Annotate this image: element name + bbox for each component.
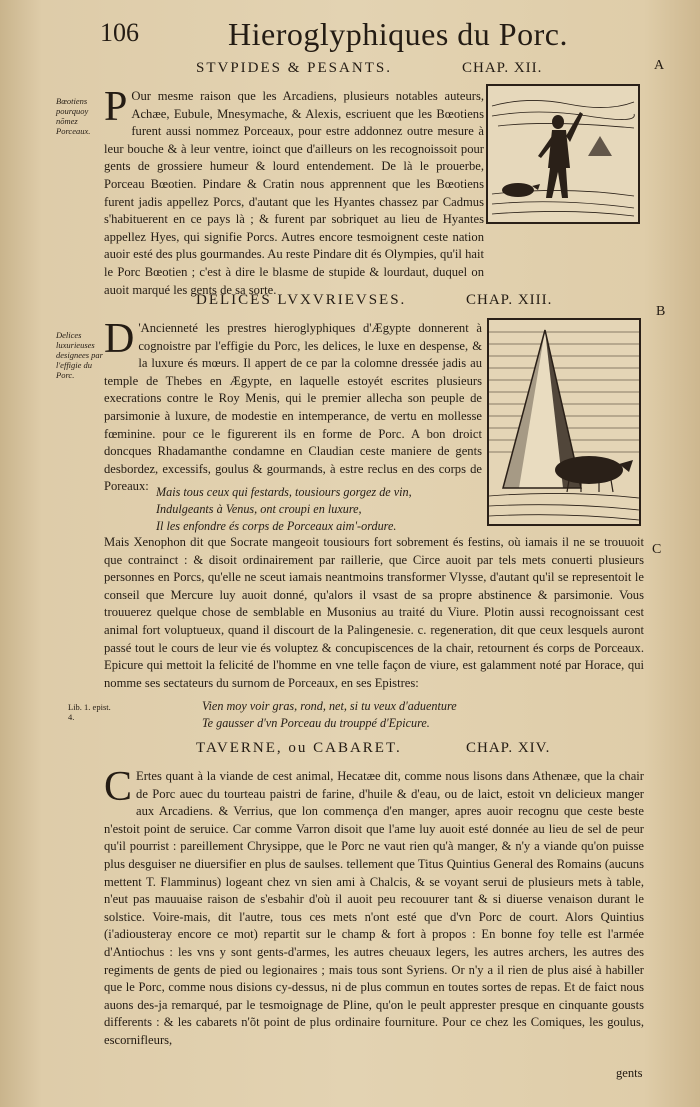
dropcap-d: D [104, 316, 135, 362]
margin-note-bœotiens: Bœotiens pourquoy nõmez Porceaux. [56, 96, 91, 136]
horace-verse [202, 698, 457, 732]
chapter-12-text [104, 84, 484, 299]
verse-line: Vien moy voir gras, rond, net, si tu veux d'aduenture [202, 699, 457, 713]
woodcut-man-with-pig [486, 84, 640, 224]
chapter-14-text [104, 764, 644, 1050]
woodcut-pyramid-with-pig [487, 318, 641, 526]
margin-letter-a: A [654, 58, 665, 73]
chapter-13-paragraph: 'Ancienneté les prestres hieroglyphiques d'Ægypte donnerent à cognoistre par l'effigie du Porc, les delices, le luxe en despense, & la luxure és mœurs. Il appert de ce par la colomne dressée jadis au temple de Thebes en Ægypte, en laquelle estoyét escrites plusieurs execrations contre le Roy Menis, qui le premier allecha son peuple de parsimonie à luxure, de modestie en intemperance, de vertu en mollesse fœminine. pour ce le figurerent ils en forme de Porc. A bon droict doncques Rhadamanthe condamne en Claudian ceste maniere de gents desbordez, excessifs, goulus & gourmands, à estre reclus en des corps de Poreaux: [104, 321, 482, 494]
chapter-13-text [104, 316, 482, 496]
dropcap-c: C [104, 764, 133, 810]
catchword: gents [616, 1066, 643, 1080]
chapter-13-number: CHAP. XIII. [466, 292, 553, 308]
chapter-12-number: CHAP. XII. [462, 60, 543, 76]
dropcap-p: P [104, 84, 128, 130]
chapter-13-continuation: Mais Xenophon dit que Socrate mangeoit tousiours fort sobrement és festins, où iamais il ne se trouuoit que contrainct : & disoit ordinairement par raillerie, que Circe auoit par tels mets conuerti plusieurs personnes en Porcs, qu'elle ne sceut iamais neantmoins transformer Vlysse, d'autant qu'il se representoit le conseil que Mercure luy auoit donné, qu'alors il vsast de sa propre abstinence & parsimonie. Vous trouuerez quelque chose de semblable en Musonius au traité du Viure. Plotin aussi recognoissant cest animal fort voluptueux, quand il discourt de la Palingenesie. c. regeneration, dit que ceux lesquels auront passé tout le cours de leur vie és voluptez & concupiscences de la chair, retournent és corps de Porceaux. Epicure qui mettoit la felicité de l'homme en vne telle façon de viure, est galamment noté par Horace, qui nomme ses sectateurs du surnom de Porceaux, en ses Epistres: [104, 535, 644, 690]
chapter-13-title: DELICES LVXVRIEVSES. [196, 292, 407, 308]
chapter-14-number: CHAP. XIV. [466, 740, 551, 756]
verse-line: Mais tous ceux qui festards, tousiours gorgez de vin, [156, 485, 412, 499]
chapter-12-paragraph: Our mesme raison que les Arcadiens, plusieurs notables auteurs, Achæe, Eubule, Mnesymache, & Alexis, escriuent que les Bœotiens furent aussi nommez Porceaux, pour estre addonnez outre mesure à leur bouche & à leur ventre, ioinct que d'ailleurs on les recognoissoit pour gents de grossiere humeur & lourd entendement. De là le prouerbe, Porceau Bœotien. Pindare & Cratin nous apprennent que les Bœotiens furent jadis appellez Porcs, d'autant que les Hyantes chassez par Cadmus s'habituerent en ce pays là ; & furent par sobriquet au lieu de Hyantes appellez Hyes, qui signifie Porcs. Autres encore tesmoignent ceste nation auoir esté des plus gourmandes. Au reste Pindare dit és Olympies, qu'il hait le Porc Bœotien ; c'est à dire le blasme de stupide & lourdaut, duquel on auoit marqué les gents de sa sorte. [104, 89, 484, 297]
margin-letter-b: B [656, 304, 666, 319]
verse-line: Il les enfondre és corps de Porceaux aim'-ordure. [156, 519, 397, 533]
margin-note-reference: Lib. 1. epist. 4. [68, 702, 111, 722]
margin-note-delices: Delices luxurieuses designees par l'effigie du Porc. [56, 330, 103, 380]
claudian-verse [156, 484, 412, 535]
running-head: Hieroglyphiques du Porc. [228, 16, 568, 52]
page-number: 106 [100, 18, 139, 47]
verse-line: Indulgeants à Venus, ont croupi en luxure, [156, 502, 362, 516]
chapter-12-title: STVPIDES & PESANTS. [196, 60, 392, 76]
chapter-14-title: TAVERNE, ou CABARET. [196, 740, 402, 756]
verse-line: Te gausser d'vn Porceau du trouppé d'Epicure. [202, 716, 430, 730]
margin-letter-c: C [652, 542, 662, 557]
chapter-14-paragraph: Ertes quant à la viande de cest animal, Hecatæe dit, comme nous lisons dans Athenæe, que la chair de Porc auec du tourteau paistri de farine, d'huile & d'eau, ou de laict, estoit vn delicieux manger aux Arcadiens. & Verrius, que lon commença d'en manger, apres auoir recognu que ceste beste n'estoit point de seruice. Car comme Varron disoit que l'ame luy auoit esté donnée au lieu de sel de peur qu'il pourrist : pareillement Chrysippe, que le Porc ne vaut rien qu'à manger, & n'y a viande qu'on puisse plus desguiser ne diuersifier en plus de saulses. tellement que Titus Quintius General des Romains (aucuns mettent T. Flamminus) logeant chez vn sien ami à Chalcis, & se voyant serui de plusieurs mets à table, n'eut pas mauuaise raison de s'esbahir d'où il auoit peu recouurer tant & si diuerse venaison durant le solstice. Voire-mais, dit l'autre, tous ces mets n'ont esté que d'vn Porc de court. Alors Quintius (i'adiousteray encore ce mot) repartit sur le champ & fort à propos : En bonne foy telle est l'armée d'Antiochus : les vns y sont gents-d'armes, les autres cheuaux legers, les autres archers, les autres des regiments de gents de pied ou legionaires ; mais tous sont Syriens. Or n'y a il rien de plus aisé à habiller que le Porc, comme nous disions cy-dessus, ni de plus commun en toutes sortes de repas. Et de faict nous auons des-ja remarqué, par le tesmoignage de Pline, qu'on le peult apprester presque en cinquante gousts differents : & les cabarets n'õt point de plus ordinaire fourniture. Pour ce chez les Comiques, les goulus, escornifleurs, [104, 769, 644, 1047]
